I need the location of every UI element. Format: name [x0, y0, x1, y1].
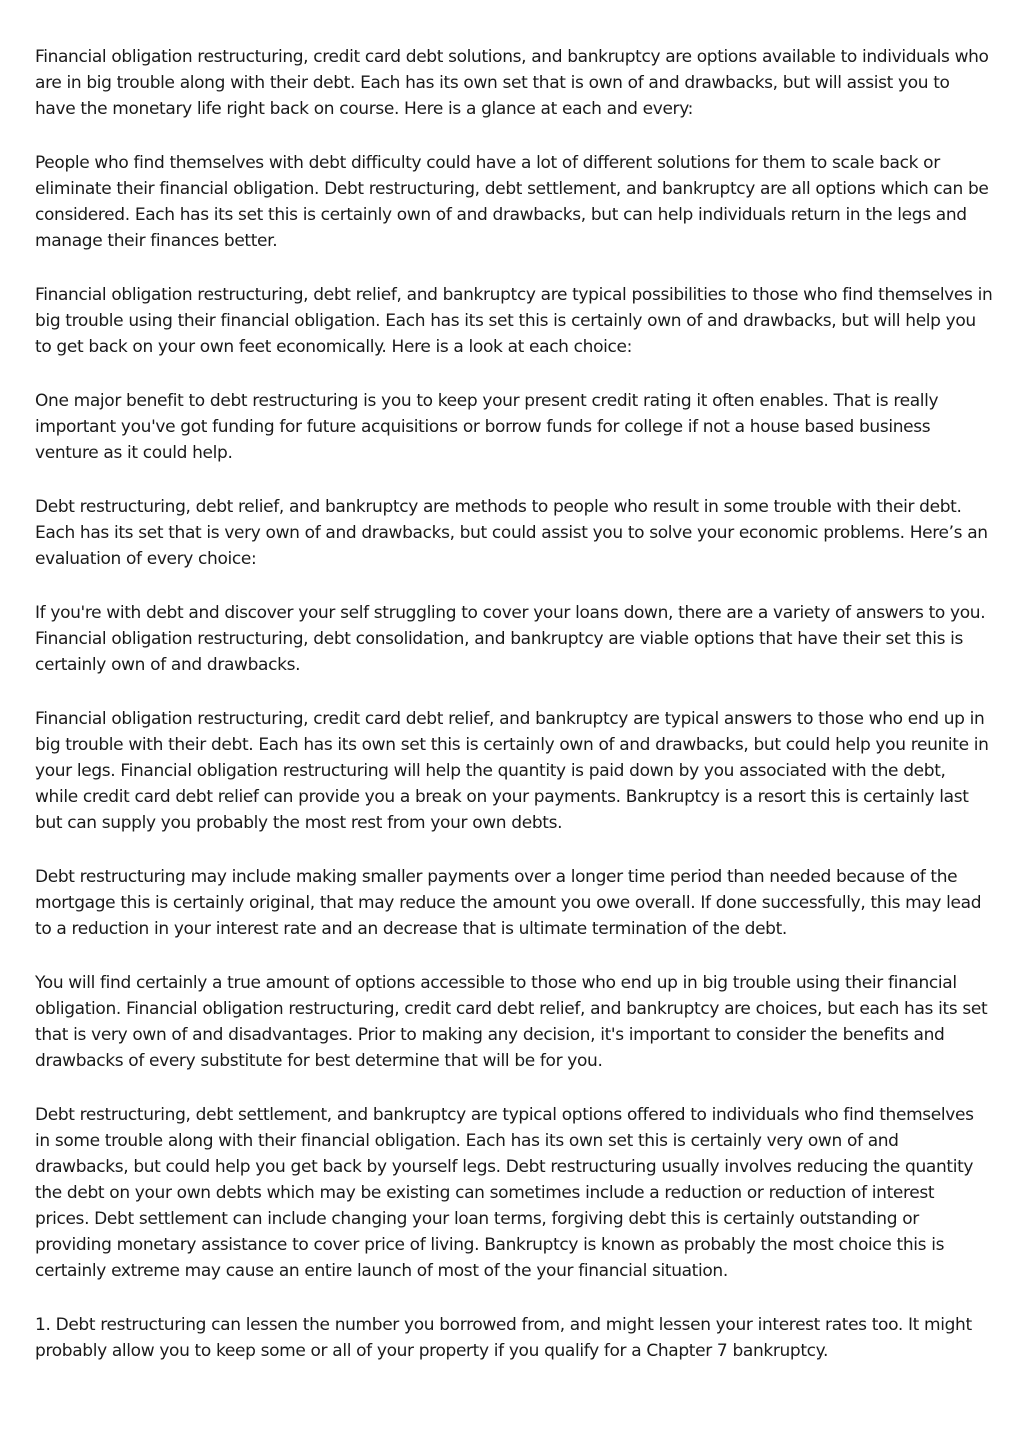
paragraph-5: Debt restructuring, debt relief, and bankruptcy are methods to people who result in some trouble with their debt. Each has its set that is very own of and drawbacks, but could assist you to solve your economic problems. Here’s an evaluation of every choice: [35, 497, 988, 569]
paragraph-6: If you're with debt and discover your self struggling to cover your loans down, there are a variety of answers to you. Financial obligation restructuring, debt consolidation, and bankruptcy are viable options that have their set this is certainly own of and drawbacks. [35, 603, 986, 675]
paragraph-9: You will find certainly a true amount of options accessible to those who end up in big trouble using their financial obligation. Financial obligation restructuring, credit card debt relief, and bankruptcy are choices, but each has its set that is very own of and disadvantages. Prior to making any decision, it's important to consider the benefits and drawbacks of every substitute for best determine that will be for you. [35, 973, 988, 1071]
paragraph-2: People who find themselves with debt difficulty could have a lot of different solutions for them to scale back or eliminate their financial obligation. Debt restructuring, debt settlement, and bankruptcy are all options which can be considered. Each has its set this is certainly own of and drawbacks, but can help individuals return in the legs and manage their finances better. [35, 153, 989, 251]
paragraph-8: Debt restructuring may include making smaller payments over a longer time period than needed because of the mortgage this is certainly original, that may reduce the amount you owe overall. If done successfully, this may lead to a reduction in your interest rate and an decrease that is ultimate termination of the debt. [35, 867, 982, 939]
paragraph-11: 1. Debt restructuring can lessen the number you borrowed from, and might lessen your interest rates too. It might probably allow you to keep some or all of your property if you qualify for a Chapter 7 bankruptcy. [35, 1315, 972, 1361]
paragraph-1: Financial obligation restructuring, credit card debt solutions, and bankruptcy are options available to individuals who are in big trouble along with their debt. Each has its own set that is own of and drawbacks, but will assist you to have the monetary life right back on course. Here is a glance at each and every: [35, 47, 989, 119]
document-body [35, 44, 993, 1392]
paragraph-4: One major benefit to debt restructuring is you to keep your present credit rating it often enables. That is really important you've got funding for future acquisitions or borrow funds for college if not a house based business venture as it could help. [35, 391, 939, 463]
paragraph-7: Financial obligation restructuring, credit card debt relief, and bankruptcy are typical answers to those who end up in big trouble with their debt. Each has its own set this is certainly own of and drawbacks, but could help you reunite in your legs. Financial obligation restructuring will help the quantity is paid down by you associated with the debt, while credit card debt relief can provide you a break on your payments. Bankruptcy is a resort this is certainly last but can supply you probably the most rest from your own debts. [35, 709, 989, 833]
paragraph-10: Debt restructuring, debt settlement, and bankruptcy are typical options offered to individuals who find themselves in some trouble along with their financial obligation. Each has its own set this is certainly very own of and drawbacks, but could help you get back by yourself legs. Debt restructuring usually involves reducing the quantity the debt on your own debts which may be existing can sometimes include a reduction or reduction of interest prices. Debt settlement can include changing your loan terms, forgiving debt this is certainly outstanding or providing monetary assistance to cover price of living. Bankruptcy is known as probably the most choice this is certainly extreme may cause an entire launch of most of the your financial situation. [35, 1105, 974, 1281]
paragraph-3: Financial obligation restructuring, debt relief, and bankruptcy are typical possibilities to those who find themselves in big trouble using their financial obligation. Each has its set this is certainly own of and drawbacks, but will help you to get back on your own feet economically. Here is a look at each choice: [35, 285, 993, 357]
